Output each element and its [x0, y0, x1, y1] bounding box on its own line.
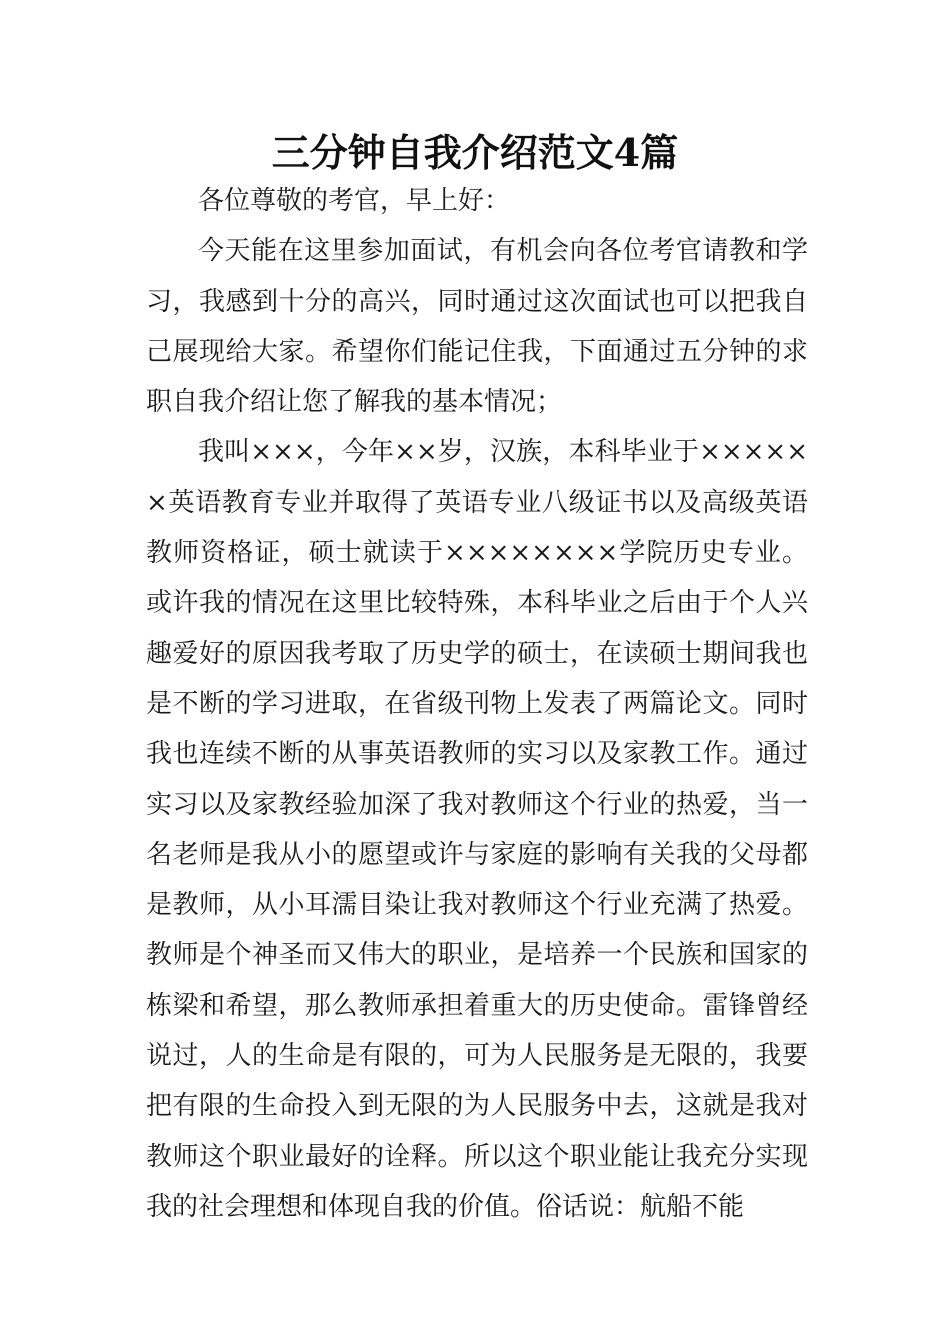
- document-body: [146, 176, 808, 1232]
- document-title: 三分钟自我介绍范文4篇: [271, 130, 679, 175]
- paragraph-background: 我叫×××，今年××岁，汉族，本科毕业于××××××英语教育专业并取得了英语专业八级证书以及高级英语教师资格证，硕士就读于××××××××学院历史专业。或许我的情况在这里比较特殊，本科毕业之后由于个人兴趣爱好的原因我考取了历史学的硕士，在读硕士期间我也是不断的学习进取，在省级刊物上发表了两篇论文。同时我也连续不断的从事英语教师的实习以及家教工作。通过实习以及家教经验加深了我对教师这个行业的热爱，当一名老师是我从小的愿望或许与家庭的影响有关我的父母都是教师，从小耳濡目染让我对教师这个行业充满了热爱。教师是个神圣而又伟大的职业，是培养一个民族和国家的栋梁和希望，那么教师承担着重大的历史使命。雷锋曾经说过，人的生命是有限的，可为人民服务是无限的，我要把有限的生命投入到无限的为人民服务中去，这就是我对教师这个职业最好的诠释。所以这个职业能让我充分实现我的社会理想和体现自我的价值。俗话说：航船不能: [146, 437, 808, 1222]
- paragraph-greeting: 各位尊敬的考官，早上好：: [198, 186, 511, 216]
- paragraph-intro: 今天能在这里参加面试，有机会向各位考官请教和学习，我感到十分的高兴，同时通过这次面试也可以把我自己展现给大家。希望你们能记住我，下面通过五分钟的求职自我介绍让您了解我的基本情况；: [146, 236, 808, 418]
